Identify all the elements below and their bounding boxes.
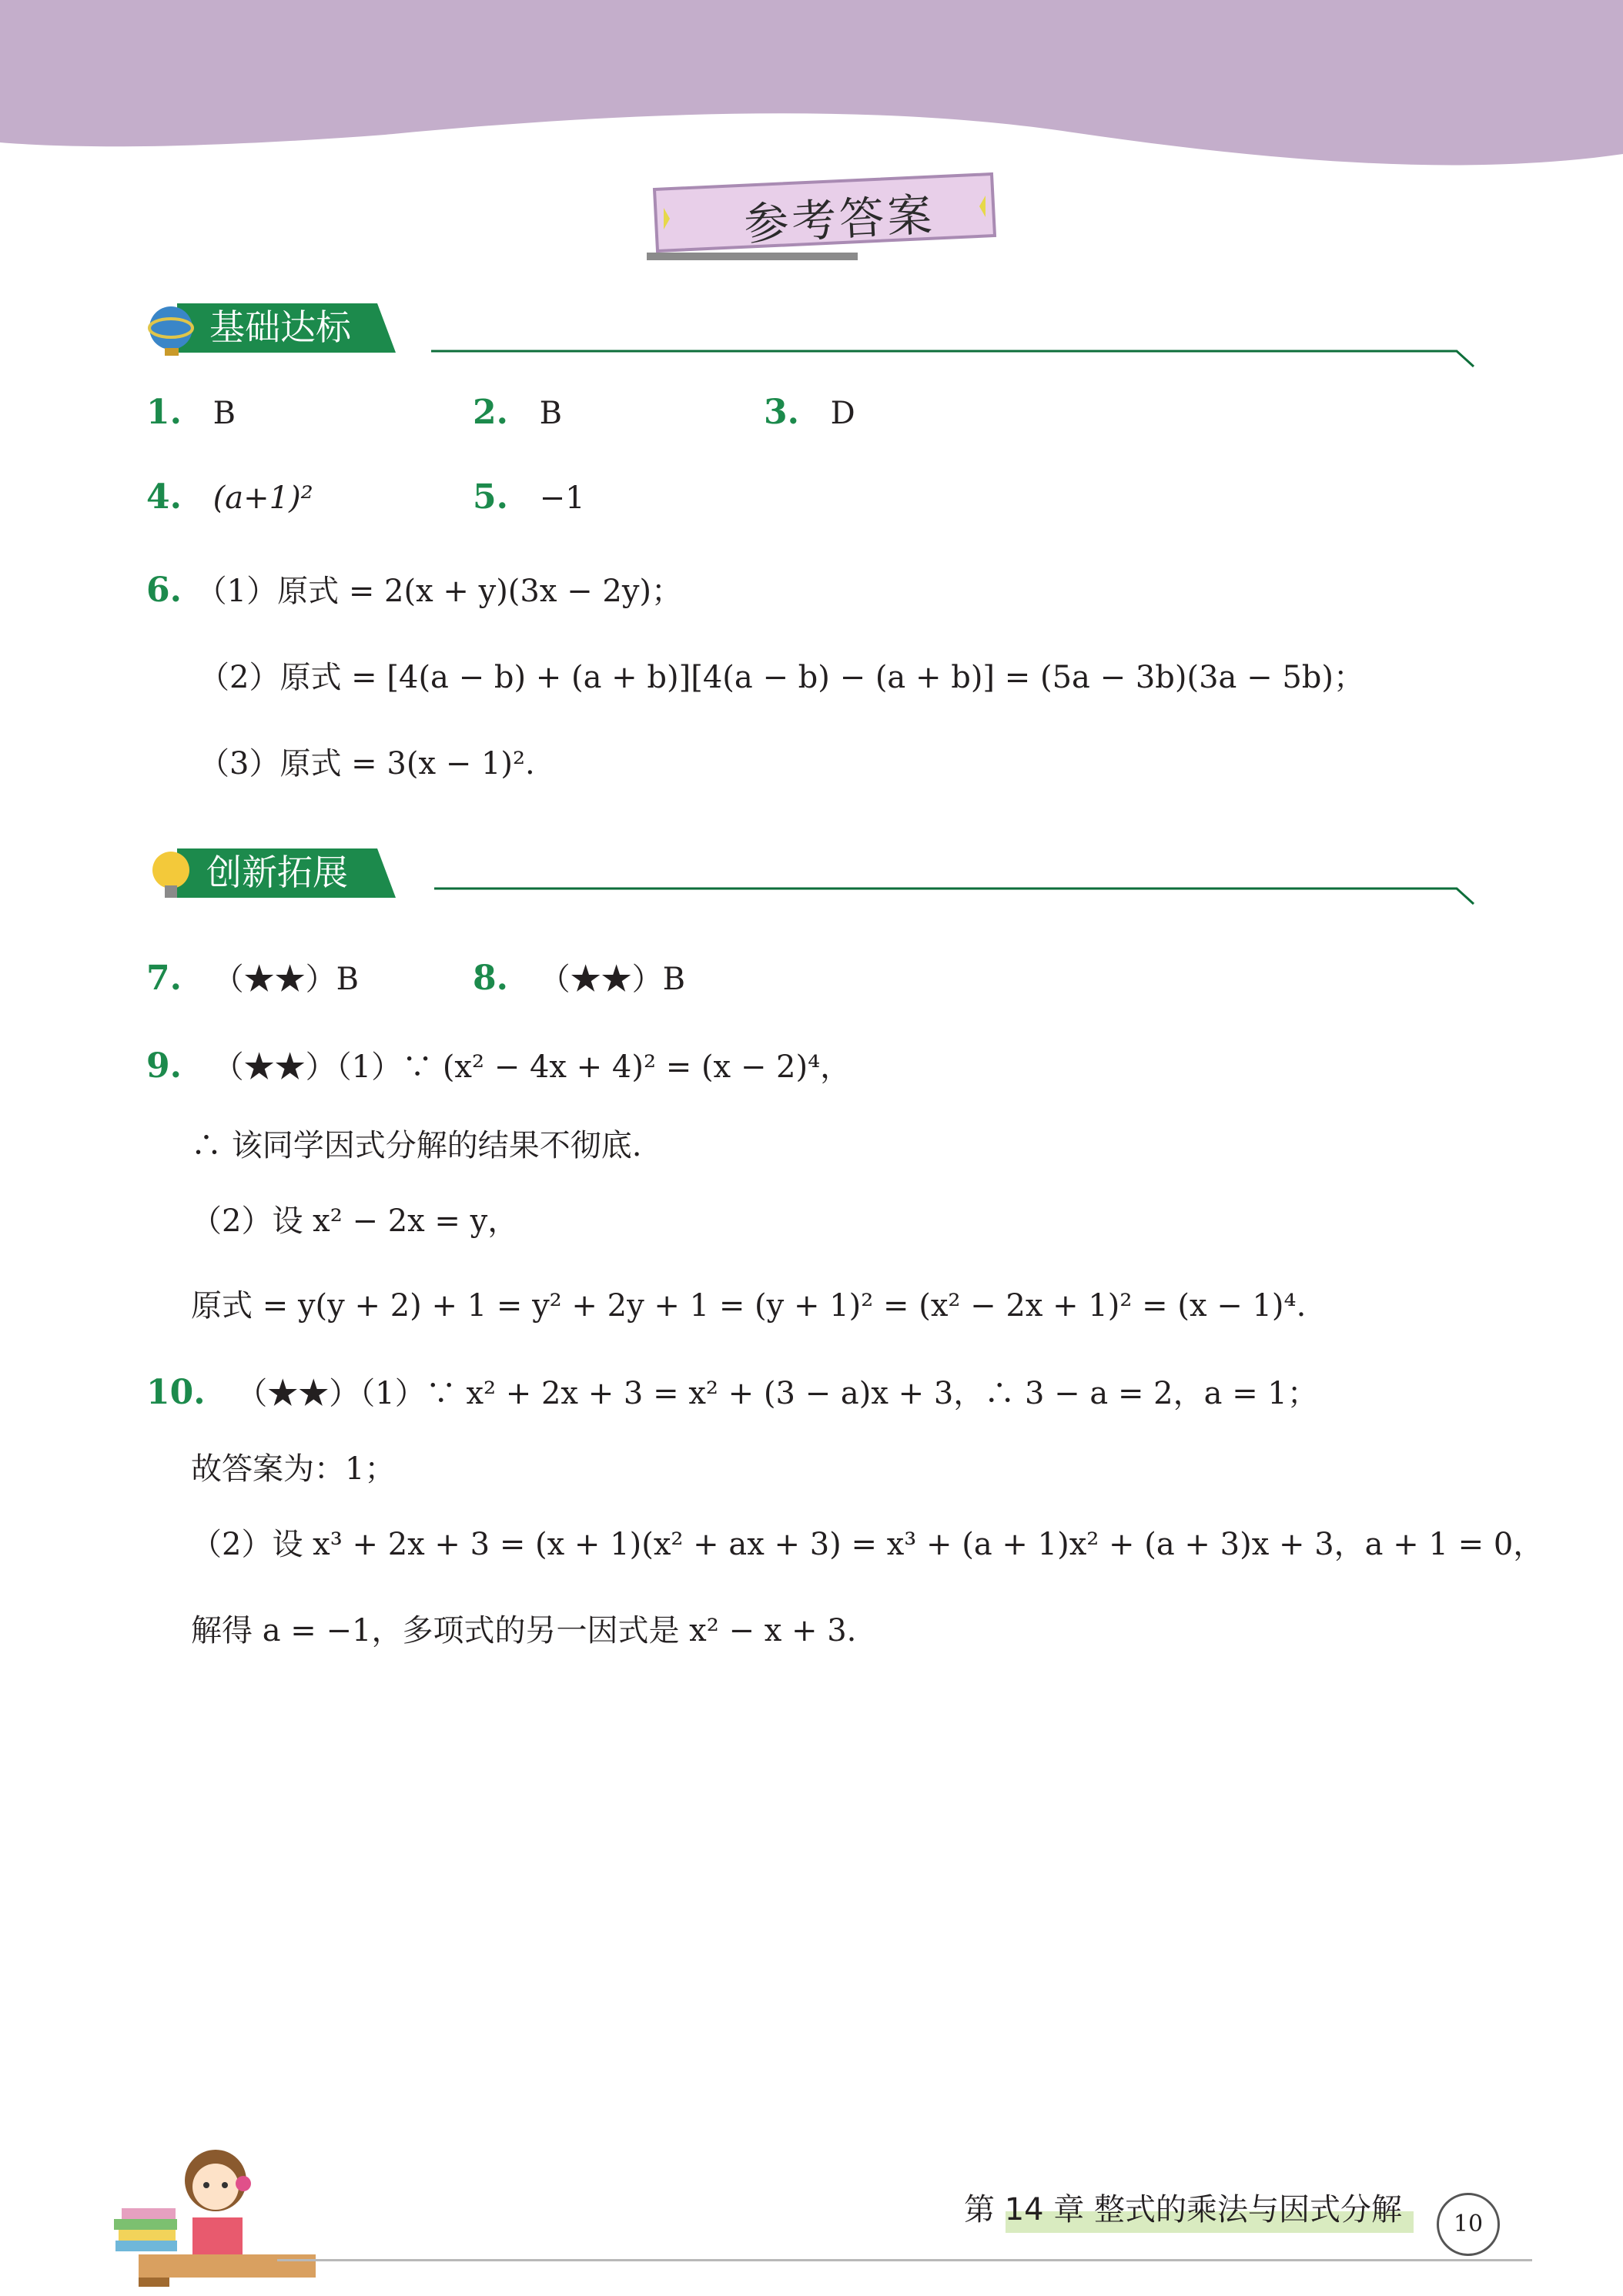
question-number: 4. [146, 477, 182, 517]
answer-q10-line3: （2）设 x³ + 2x + 3 = (x + 1)(x² + ax + 3) = x³ + (a + 1)x² + (a + 3)x + 3，a + 1 = 0， [191, 1527, 1544, 1562]
question-number: 8. [473, 959, 508, 998]
answer: D [830, 396, 855, 431]
answer: B [539, 396, 563, 431]
answer-q6-part3: （3）原式 = 3(x − 1)². [199, 746, 535, 782]
extend-section-label: 创新拓展 [206, 852, 348, 893]
answer-q10-line1 [146, 1369, 1318, 1413]
question-number: 6. [146, 571, 182, 610]
answer: （★★）（1）∵ x² + 2x + 3 = x² + (3 − a)x + 3，∴ 3 − a = 2，a = 1； [236, 1376, 1318, 1411]
answer-q5 [473, 477, 585, 517]
answer-q9-line4: 原式 = y(y + 2) + 1 = y² + 2y + 1 = (y + 1)² = (x² − 2x + 1)² = (x − 1)⁴. [191, 1288, 1307, 1324]
answer: （★★）（1）∵ (x² − 4x + 4)² = (x − 2)⁴， [212, 1049, 852, 1085]
question-number: 3. [764, 393, 799, 432]
student-illustration [108, 2125, 323, 2287]
answer-q10-line2: 故答案为：1； [191, 1451, 396, 1487]
extend-section-rule [434, 882, 1481, 905]
answer-q2 [473, 393, 562, 432]
answer: （★★）B [212, 962, 360, 997]
answer-q3 [764, 393, 855, 432]
chapter-title: 第 14 章 整式的乘法与因式分解 [964, 2192, 1403, 2227]
answer-q9-line3: （2）设 x² − 2x = y， [191, 1203, 519, 1239]
header-wave-band [0, 0, 1623, 177]
answer-q7 [146, 955, 359, 999]
answer: (a+1)² [212, 480, 313, 516]
answer-row-1-3 [146, 393, 236, 432]
answer-q8 [473, 955, 685, 999]
answer: −1 [539, 480, 585, 516]
answer: B [212, 396, 236, 431]
answer-q6-part1 [146, 567, 682, 611]
page-title: 参考答案 [742, 188, 936, 251]
answer-q9-line2: ∴ 该同学因式分解的结果不彻底. [191, 1128, 642, 1163]
basic-section-label: 基础达标 [209, 306, 351, 348]
answer-q4 [146, 477, 313, 517]
answer: （★★）B [539, 962, 686, 997]
answer-q9-line1 [146, 1043, 851, 1086]
question-number: 5. [473, 477, 508, 517]
basic-section-rule [431, 345, 1478, 368]
question-number: 2. [473, 393, 508, 432]
question-number: 1. [146, 393, 182, 432]
answer-q6-part2: （2）原式 = [4(a − b) + (a + b)][4(a − b) − (a + b)] = (5a − 3b)(3a − 5b)； [199, 660, 1365, 695]
question-number: 9. [146, 1046, 182, 1086]
answer: （1）原式 = 2(x + y)(3x − 2y)； [196, 574, 683, 609]
footer-rule [277, 2259, 1532, 2261]
page-number: 10 [1437, 2193, 1500, 2256]
answer-q10-line4: 解得 a = −1，多项式的另一因式是 x² − x + 3. [191, 1613, 857, 1648]
question-number: 10. [146, 1373, 206, 1412]
question-number: 7. [146, 959, 182, 998]
